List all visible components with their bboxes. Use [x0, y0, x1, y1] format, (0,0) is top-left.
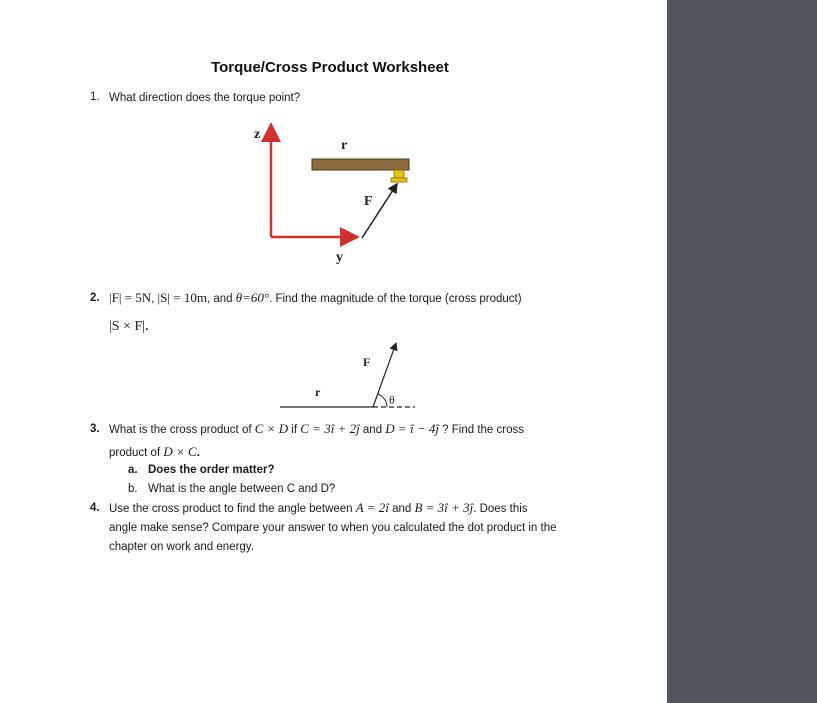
q2-line2	[109, 320, 148, 334]
q4-b-def: B = 3î + 3ĵ	[414, 500, 474, 515]
q1-number: 1.	[90, 91, 100, 103]
q2-period: .	[145, 321, 149, 333]
theta-label: θ	[389, 393, 395, 407]
q3-sub-b: What is the angle between C and D?	[148, 483, 336, 495]
q2-text: . Find the magnitude of the torque (cross product)	[269, 293, 522, 305]
q2-line1	[109, 291, 522, 306]
viewer-side-panel	[667, 0, 817, 703]
z-axis-label: z	[254, 127, 261, 142]
q2-and: , and	[206, 293, 236, 305]
angle-arc	[378, 394, 387, 407]
q3-period: .	[196, 447, 200, 459]
q3-if: if	[291, 424, 298, 436]
q4-line1	[109, 501, 528, 516]
q2-expression: |S × F|	[109, 319, 146, 334]
q2-sep: ,	[151, 293, 158, 305]
q4-text-start: Use the cross product to find the angle between	[109, 503, 353, 515]
q3-text-end: ? Find the cross	[442, 424, 524, 436]
q3-d-def: D = î − 4ĵ	[385, 421, 439, 436]
q2-f-label: F	[363, 355, 371, 369]
q3-c-def: C = 3î + 2ĵ	[300, 421, 360, 436]
q2-s-magnitude: |S| = 10m	[157, 290, 207, 305]
q4-number: 4.	[90, 502, 100, 514]
r-label: r	[341, 138, 348, 153]
f-label: F	[364, 194, 373, 209]
q4-text-end: . Does this	[473, 503, 528, 515]
q3-line2	[109, 445, 200, 460]
pin-base	[391, 178, 407, 182]
beam	[312, 159, 409, 170]
q2-f-magnitude: |F| = 5N	[109, 290, 152, 305]
q3-sub-a-label: a.	[128, 464, 138, 476]
q3-sub-a: Does the order matter?	[148, 464, 275, 476]
q2-diagram	[275, 340, 425, 420]
q1-diagram	[250, 120, 430, 270]
q3-line1	[109, 422, 524, 437]
q3-text-start: What is the cross product of	[109, 424, 252, 436]
q1-text: What direction does the torque point?	[109, 92, 301, 104]
q4-and: and	[392, 503, 412, 515]
q4-line3: chapter on work and energy.	[109, 541, 254, 553]
worksheet-title: Torque/Cross Product Worksheet	[211, 59, 449, 76]
q4-a-def: A = 2î	[355, 500, 389, 515]
q3-expr1: C × D	[254, 421, 289, 436]
pin	[394, 170, 404, 178]
y-axis-label: y	[336, 250, 343, 265]
q3-line2-text: product of	[109, 447, 161, 459]
q3-expr2: D × C	[163, 444, 197, 459]
q2-number: 2.	[90, 292, 100, 304]
q4-line2: angle make sense? Compare your answer to when you calculated the dot product in the	[109, 522, 557, 534]
q3-sub-b-label: b.	[128, 483, 138, 495]
q2-theta: θ=60°	[235, 290, 270, 305]
q3-number: 3.	[90, 423, 100, 435]
q2-r-label: r	[315, 385, 321, 399]
q3-and: and	[362, 424, 383, 436]
